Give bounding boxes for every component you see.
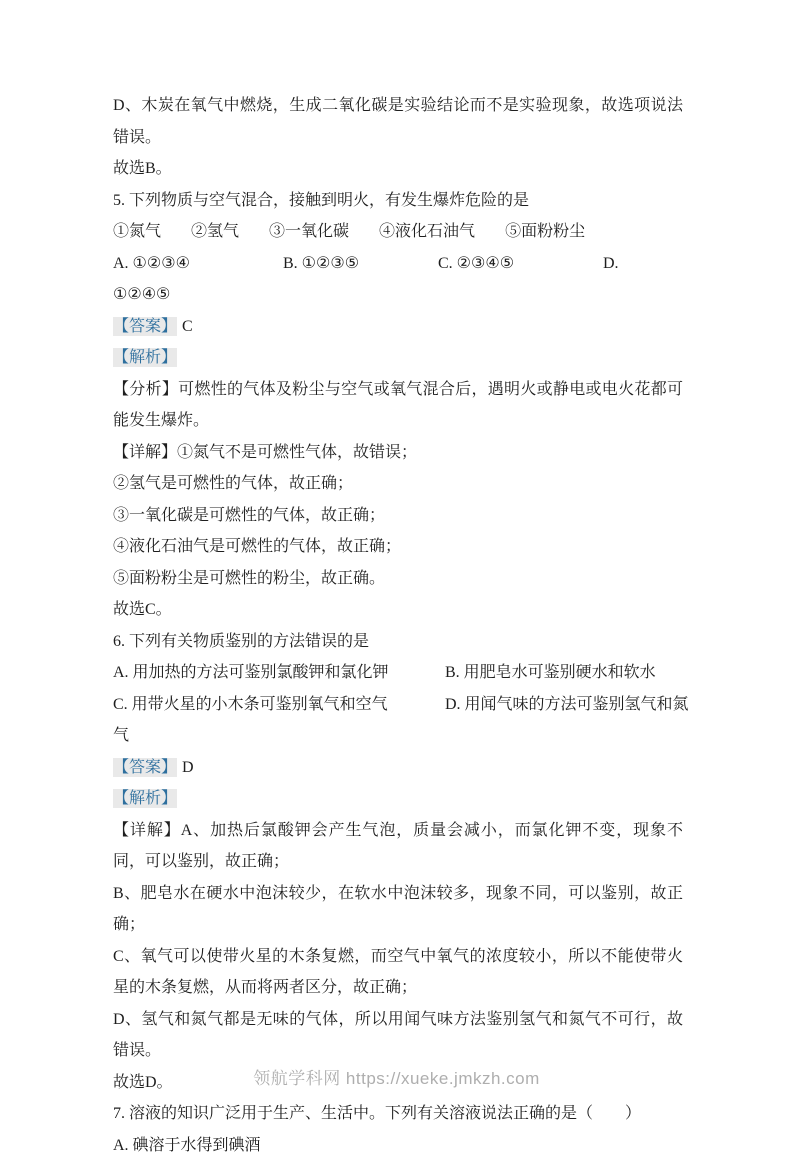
q5-detail-1 [113,437,683,469]
q5-conclusion [113,594,683,626]
q4-conclusion [113,153,683,185]
text-run: 故选D。 [113,1074,173,1091]
text-run: B、肥皂水在硬水中泡沫较少，在软水中泡沫较多，现象不同，可以鉴别，故正确； [113,885,683,934]
text-run: ③一氧化碳是可燃性的气体，故正确； [113,507,385,524]
text-run: C [182,318,193,335]
text-run: C、氧气可以使带火星的木条复燃，而空气中氧气的浓度较小，所以不能使带火星的木条复燃，从而将两者区分，故正确； [113,948,683,997]
option-item: C. 用带火星的小木条可鉴别氧气和空气 [113,689,445,721]
option-item: ③一氧化碳 [269,216,349,248]
q5-detail-2 [113,468,683,500]
q5-stem [113,185,683,217]
q5-analysis [113,374,683,437]
text-run: ①②④⑤ [113,286,170,303]
q6-detail-b [113,878,683,941]
q6-detail-d [113,1004,683,1067]
q6-detail-a [113,815,683,878]
text-run: 5. 下列物质与空气混合，接触到明火，有发生爆炸危险的是 [113,192,529,209]
option-item: A. 用加热的方法可鉴别氯酸钾和氯化钾 [113,657,445,689]
text-run: ④液化石油气是可燃性的气体，故正确； [113,538,401,555]
option-item: D. 用闻气味的方法可鉴别氢气和氮 [445,689,689,721]
q7-option-a [113,1130,683,1161]
q4-option-d-explanation [113,90,683,153]
q5-detail-3 [113,500,683,532]
q5-analysis-heading [113,342,683,374]
q5-choices [113,248,683,280]
option-item: B. 用肥皂水可鉴别硬水和软水 [445,657,656,689]
text-run: ⑤面粉粉尘是可燃性的粉尘，故正确。 [113,570,385,587]
q7-stem [113,1098,683,1130]
option-item: ⑤面粉粉尘 [505,216,585,248]
q5-answer-line [113,311,683,343]
option-item: A. ①②③④ [113,248,283,280]
q6-stem [113,626,683,658]
text-run: 7. 溶液的知识广泛用于生产、生活中。下列有关溶液说法正确的是（ ） [113,1105,641,1122]
text-run: 气 [113,727,129,744]
document-content [113,90,683,1161]
text-run: 【详解】A、加热后氯酸钾会产生气泡，质量会减小，而氯化钾不变，现象不同，可以鉴别，故正确； [113,822,683,871]
text-run: 6. 下列有关物质鉴别的方法错误的是 [113,633,369,650]
option-item: ②氢气 [191,216,239,248]
text-run: A. 碘溶于水得到碘酒 [113,1137,261,1154]
q6-choices-cd [113,689,683,721]
option-item: C. ②③④⑤ [438,248,603,280]
q6-answer-line [113,752,683,784]
text-run: 故选B。 [113,160,172,177]
answer-marker-label: 【解析】 [113,348,177,367]
option-item: ①氮气 [113,216,161,248]
text-run: D、木炭在氧气中燃烧，生成二氧化碳是实验结论而不是实验现象，故选项说法错误。 [113,97,683,146]
q6-choices-ab [113,657,683,689]
answer-marker-label: 【答案】 [113,317,177,336]
option-item: B. ①②③⑤ [283,248,438,280]
q6-analysis-heading [113,783,683,815]
q6-choice-d-wrap [113,720,683,752]
text-run: 故选C。 [113,601,172,618]
q5-detail-5 [113,563,683,595]
text-run: D [182,759,194,776]
q6-detail-c [113,941,683,1004]
answer-marker-label: 【答案】 [113,758,177,777]
text-run: 【详解】①氮气不是可燃性气体，故错误； [113,444,417,461]
option-item: D. [603,248,619,280]
option-item: ④液化石油气 [379,216,475,248]
site-watermark: 领航学科网 https://xueke.jmkzh.com [0,1064,793,1089]
answer-marker-label: 【解析】 [113,789,177,808]
text-run: 【分析】可燃性的气体及粉尘与空气或氧气混合后，遇明火或静电或电火花都可能发生爆炸。 [113,381,683,430]
q5-detail-4 [113,531,683,563]
text-run: D、氢气和氮气都是无味的气体，所以用闻气味方法鉴别氢气和氮气不可行，故错误。 [113,1011,683,1060]
text-run: ②氢气是可燃性的气体，故正确； [113,475,353,492]
q5-choice-d-wrap [113,279,683,311]
q5-substance-list [113,216,683,248]
